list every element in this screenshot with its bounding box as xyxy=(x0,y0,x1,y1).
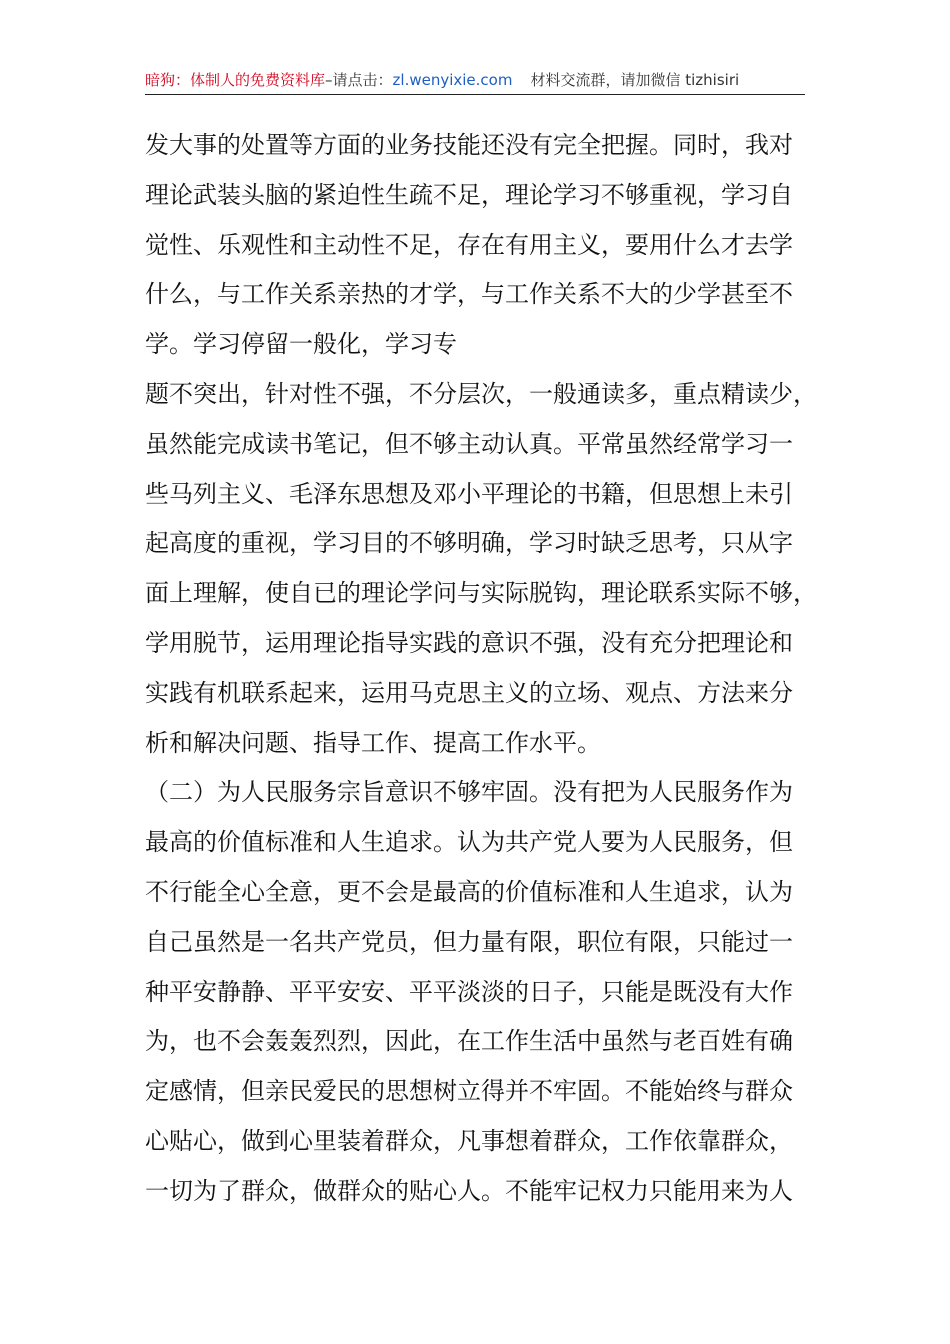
text-line: 觉性、乐观性和主动性不足，存在有用主义，要用什么才去学 xyxy=(145,230,793,259)
text-line: 题不突出，针对性不强，不分层次，一般通读多，重点精读少， xyxy=(145,379,817,408)
header-prompt: –请点击： xyxy=(325,71,393,89)
text-line: 析和解决问题、指导工作、提高工作水平。 xyxy=(145,728,601,757)
text-line: 自己虽然是一名共产党员，但力量有限，职位有限，只能过一 xyxy=(145,927,793,956)
text-line: 实践有机联系起来，运用马克思主义的立场、观点、方法来分 xyxy=(145,678,793,707)
section-heading-line: （二）为人民服务宗旨意识不够牢固。没有把为人民服务作为 xyxy=(145,778,793,807)
text-line: 学用脱节，运用理论指导实践的意识不强，没有充分把理论和 xyxy=(145,628,793,657)
text-line: 虽然能完成读书笔记，但不够主动认真。平常虽然经常学习一 xyxy=(145,429,793,458)
document-body xyxy=(145,121,825,1217)
text-line: 定感情，但亲民爱民的思想树立得并不牢固。不能始终与群众 xyxy=(145,1077,793,1106)
text-line: 学。学习停留一般化，学习专 xyxy=(145,330,457,359)
header-brand: 暗狗：体制人的免费资料库 xyxy=(145,71,326,89)
text-line: 起高度的重视，学习目的不够明确，学习时缺乏思考，只从字 xyxy=(145,529,793,558)
text-line: 些马列主义、毛泽东思想及邓小平理论的书籍，但思想上未引 xyxy=(145,479,793,508)
page-header xyxy=(145,68,805,95)
text-line: 为，也不会轰轰烈烈，因此，在工作生活中虽然与老百姓有确 xyxy=(145,1027,793,1056)
header-group-note: 材料交流群，请加微信 tizhisiri xyxy=(530,71,740,89)
header-url-link[interactable]: zl.wenyixie.com xyxy=(392,71,513,89)
text-line: 理论武装头脑的紧迫性生疏不足，理论学习不够重视，学习自 xyxy=(145,180,793,209)
text-line: 最高的价值标准和人生追求。认为共产党人要为人民服务，但 xyxy=(145,828,793,857)
text-line: 不行能全心全意，更不会是最高的价值标准和人生追求，认为 xyxy=(145,877,793,906)
text-line: 什么，与工作关系亲热的才学，与工作关系不大的少学甚至不 xyxy=(145,280,793,309)
text-line: 面上理解，使自已的理论学问与实际脱钩，理论联系实际不够， xyxy=(145,579,817,608)
text-line: 一切为了群众，做群众的贴心人。不能牢记权力只能用来为人 xyxy=(145,1176,793,1205)
text-line: 心贴心，做到心里装着群众，凡事想着群众，工作依靠群众， xyxy=(145,1126,793,1155)
text-line: 种平安静静、平平安安、平平淡淡的日子，只能是既没有大作 xyxy=(145,977,793,1006)
text-line: 发大事的处置等方面的业务技能还没有完全把握。同时，我对 xyxy=(145,131,793,159)
